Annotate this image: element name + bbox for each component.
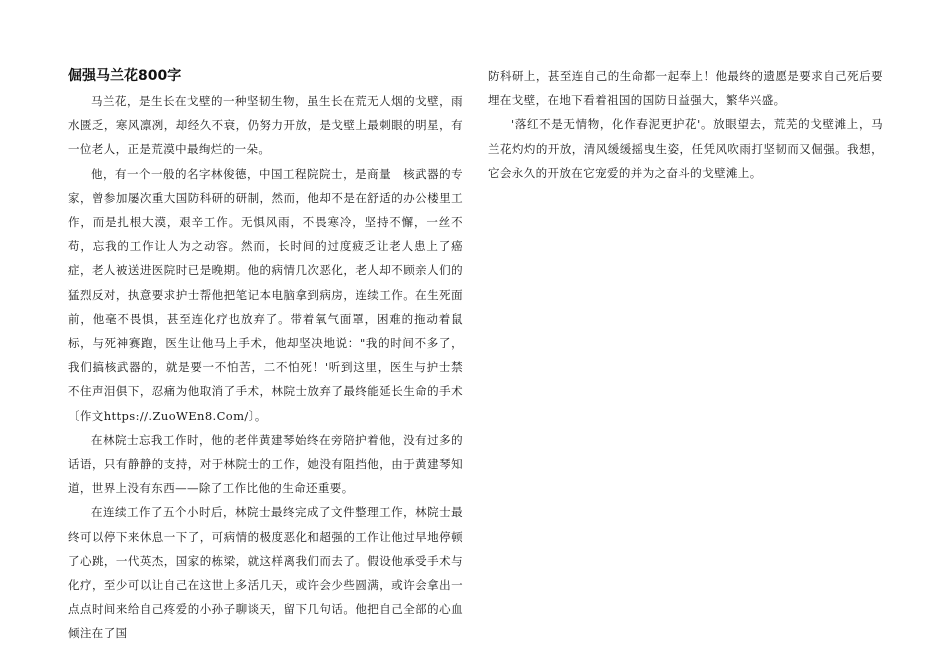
paragraph-conclusion: '落红不是无情物，化作春泥更护花'。放眼望去，荒芜的戈壁滩上，马兰花灼灼的开放，清风缓缓摇曳生姿，任凭风吹雨打坚韧而又倔强。我想，它会永久的开放在它宠爱的并为之奋斗的戈壁滩上。 [488,117,883,180]
paragraph-continuation: 防科研上，甚至连自己的生命都一起奉上！他最终的遗愿是要求自己死后要埋在戈壁，在地下看着祖国的国防日益强大，繁华兴盛。 [488,69,883,108]
right-column [488,64,883,185]
paragraph-intro: 马兰花，是生长在戈壁的一种坚韧生物，虽生长在荒无人烟的戈壁，雨水匮乏，寒风凛冽，却经久不衰，仍努力开放，是戈壁上最刺眼的明星，有一位老人，正是荒漠中最绚烂的一朵。 [68,94,463,157]
paragraph-final-work: 在连续工作了五个小时后，林院士最终完成了文件整理工作，林院士最终可以停下来休息一下了，可病情的极度恶化和超强的工作让他过早地停顿了心跳，一代英杰，国家的栋梁，就这样离我们而去了。假设他承受手术与化疗，至少可以让自己在这世上多活几天，或许会少些圆满，或许会拿出一点点时间来给自己疼爱的小孙子聊谈天，留下几句话。他把自己全部的心血倾注在了国 [68,505,463,641]
document-title: 倔强马兰花800字 [68,68,182,84]
left-column [68,64,463,646]
paragraph-lin-junde: 他，有一个一般的名字林俊德，中国工程院院士，是商量 核武器的专家，曾参加屡次重大国防科研的研制，然而，他却不是在舒适的办公楼里工作，而是扎根大漠，艰辛工作。无惧风雨，不畏寒冷，坚持不懈，一丝不苟，忘我的工作让人为之动容。然而，长时间的过度疲乏让老人患上了癌症，老人被送进医院时已是晚期。他的病情几次恶化，老人却不顾亲人们的猛烈反对，执意要求护士帮他把笔记本电脑拿到病房，连续工作。在生死面前，他毫不畏惧，甚至连化疗也放弃了。带着氧气面罩，困难的拖动着鼠标，与死神赛跑，医生让他马上手术，他却坚决地说："我的时间不多了，我们搞核武器的，就是要一不怕苦，二不怕死！'听到这里，医生与护士禁不住声泪俱下，忍痛为他取消了手术，林院士放弃了最终能延长生命的手术〔作文https://.ZuoWEn8.Com/〕。 [68,166,463,423]
paragraph-huang-jianqin: 在林院士忘我工作时，他的老伴黄建琴始终在旁陪护着他，没有过多的话语，只有静静的支持，对于林院士的工作，她没有阻挡他，由于黄建琴知道，世界上没有东西——除了工作比他的生命还重要。 [68,432,463,496]
